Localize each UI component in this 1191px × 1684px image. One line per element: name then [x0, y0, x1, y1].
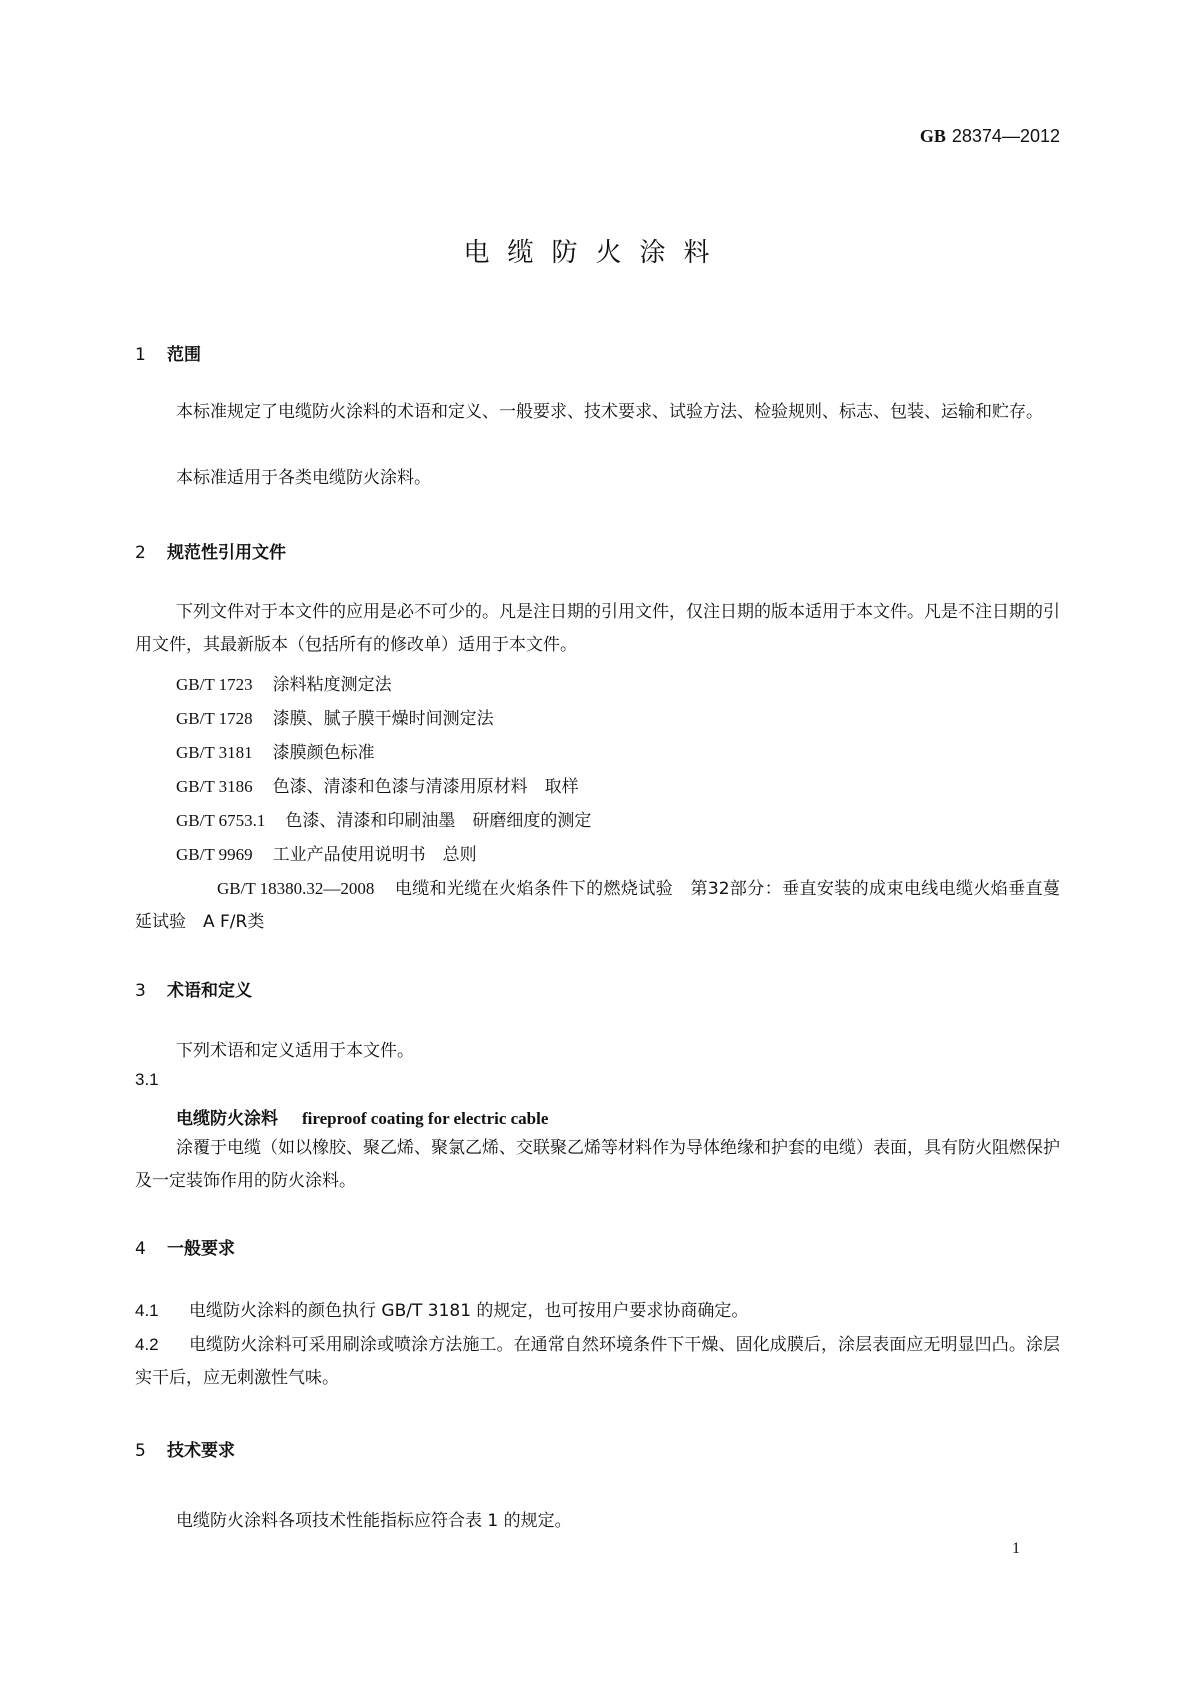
scope-paragraph-2: 本标准适用于各类电缆防火涂料。: [176, 468, 431, 488]
document-title: 电缆防火涂料: [463, 238, 728, 268]
standard-code: 28374—2012: [951, 126, 1060, 146]
clause-text: 电缆防火涂料的颜色执行 GB/T 3181 的规定，也可按用户要求协商确定。: [189, 1301, 749, 1321]
term-number: 3.1: [135, 1070, 159, 1089]
reference-item: [176, 840, 477, 865]
reference-item: [176, 738, 375, 763]
section-5-heading: [135, 1436, 235, 1461]
reference-code: GB/T 18380.32—2008: [217, 879, 375, 898]
term-definition: 涂覆于电缆（如以橡胶、聚乙烯、聚氯乙烯、交联聚乙烯等材料作为导体绝缘和护套的电缆）表面，具有防火阻燃保护及一定装饰作用的防火涂料。: [135, 1138, 1060, 1191]
terms-intro: 下列术语和定义适用于本文件。: [176, 1041, 414, 1061]
scope-paragraph-1: 本标准规定了电缆防火涂料的术语和定义、一般要求、技术要求、试验方法、检验规则、标志、包装、运输和贮存。: [176, 402, 1043, 422]
reference-item: [176, 772, 579, 797]
reference-item: [176, 704, 494, 729]
term-entry: [176, 1104, 548, 1129]
reference-code: GB/T 1728: [176, 709, 253, 728]
reference-code: GB/T 9969: [176, 845, 253, 864]
section-title: 术语和定义: [167, 981, 252, 1001]
reference-item: [135, 872, 1060, 939]
reference-code: GB/T 3181: [176, 743, 253, 762]
clause-number: 4.1: [135, 1301, 159, 1320]
reference-title: 电缆和光缆在火焰条件下的燃烧试验 第32部分：垂直安装的成束电线电缆火焰垂直蔓延试验 A F/R类: [135, 879, 1060, 932]
reference-code: GB/T 3186: [176, 777, 253, 796]
clause-number: 4.2: [135, 1335, 159, 1354]
section-number: 1: [135, 345, 146, 365]
standard-prefix: GB: [919, 126, 946, 146]
reference-code: GB/T 1723: [176, 675, 253, 694]
tech-requirements-paragraph: 电缆防火涂料各项技术性能指标应符合表 1 的规定。: [176, 1511, 572, 1531]
section-4-heading: [135, 1234, 235, 1259]
standard-number: [920, 126, 1060, 147]
section-title: 技术要求: [167, 1441, 235, 1461]
clause-4-2: [135, 1328, 1060, 1395]
reference-item: [176, 806, 591, 831]
term-chinese: 电缆防火涂料: [176, 1109, 278, 1129]
section-1-heading: [135, 340, 201, 365]
section-number: 2: [135, 543, 146, 563]
reference-code: GB/T 6753.1: [176, 811, 266, 830]
references-intro: 下列文件对于本文件的应用是必不可少的。凡是注日期的引用文件，仅注日期的版本适用于本文件。凡是不注日期的引用文件，其最新版本（包括所有的修改单）适用于本文件。: [135, 602, 1060, 655]
section-3-heading: [135, 976, 252, 1001]
term-english: fireproof coating for electric cable: [302, 1109, 549, 1128]
section-number: 3: [135, 981, 146, 1001]
reference-title: 色漆、清漆和印刷油墨 研磨细度的测定: [285, 811, 592, 831]
section-title: 范围: [167, 345, 201, 365]
section-2-heading: [135, 538, 286, 563]
reference-item: [176, 670, 392, 695]
reference-title: 漆膜颜色标准: [272, 743, 375, 763]
reference-title: 色漆、清漆和色漆与清漆用原材料 取样: [272, 777, 579, 797]
section-number: 5: [135, 1441, 146, 1461]
reference-title: 工业产品使用说明书 总则: [272, 845, 477, 865]
section-title: 一般要求: [167, 1239, 235, 1259]
clause-text: 电缆防火涂料可采用刷涂或喷涂方法施工。在通常自然环境条件下干燥、固化成膜后，涂层表面应无明显凹凸。涂层实干后，应无刺激性气味。: [135, 1335, 1060, 1388]
reference-title: 漆膜、腻子膜干燥时间测定法: [272, 709, 494, 729]
reference-title: 涂料粘度测定法: [272, 675, 392, 695]
page-number: 1: [1012, 1540, 1020, 1557]
clause-4-1: [135, 1294, 1060, 1328]
section-number: 4: [135, 1239, 146, 1259]
section-title: 规范性引用文件: [167, 543, 286, 563]
